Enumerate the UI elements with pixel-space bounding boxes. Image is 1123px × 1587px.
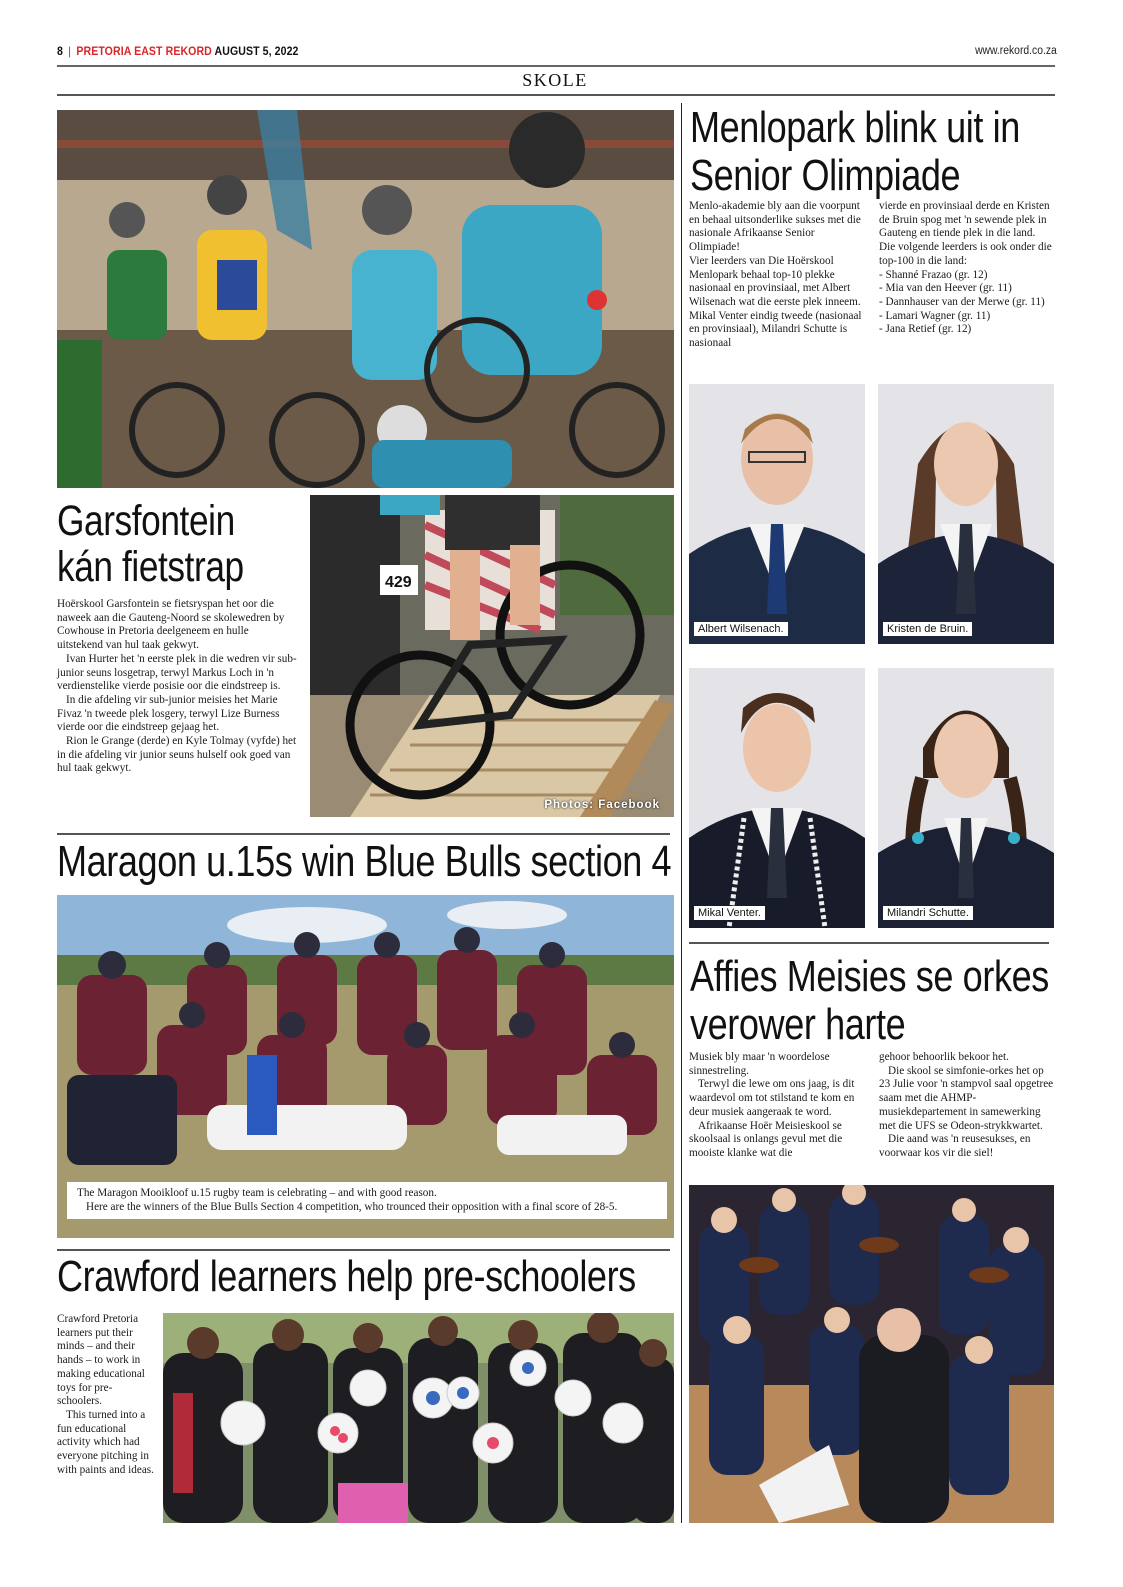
rugby-team-photo xyxy=(57,895,674,1238)
crawford-learners-photo xyxy=(163,1313,674,1523)
headline-line: kán fietstrap xyxy=(57,543,244,592)
issue-date: AUGUST 5, 2022 xyxy=(214,44,299,58)
crawford-body xyxy=(57,1313,157,1477)
article-rule xyxy=(689,942,1049,944)
paragraph: In die afdeling vir sub-junior meisies het Marie Fivaz 'n tweede plek losgery, terwyl Lize Burness vierde oor die eindstreep gejaag het. xyxy=(57,693,280,734)
affies-body-col2 xyxy=(879,1051,1055,1161)
list-item: - Jana Retief (gr. 12) xyxy=(879,323,972,336)
page-number: 8 xyxy=(57,44,63,58)
headline-line: verower harte xyxy=(690,999,906,1049)
ramp-rider-photo xyxy=(310,495,674,817)
headline-line: Senior Olimpiade xyxy=(690,150,961,200)
paragraph: Ivan Hurter het 'n eerste plek in die wedren vir sub-junior seuns losgetrap, terwyl Markus Loch in 'n verdienstelike vierde posisie oor die eindstreep is. xyxy=(57,652,297,693)
menlopark-headline xyxy=(690,104,1020,199)
paragraph: vierde en provinsiaal derde en Kristen de Bruin spog met 'n sewende plek in Gauteng en tiende plek in die land. xyxy=(879,200,1050,240)
crawford-headline: Crawford learners help pre-schoolers xyxy=(57,1252,636,1301)
article-rule xyxy=(57,833,670,835)
menlopark-body-col1 xyxy=(689,200,867,351)
affies-headline xyxy=(690,953,1049,1048)
list-item: - Lamari Wagner (gr. 11) xyxy=(879,309,991,322)
section-title: SKOLE xyxy=(522,70,588,90)
menlopark-body-col2 xyxy=(879,200,1055,337)
paragraph: Hoërskool Garsfontein se fietsryspan het oor die naweek aan die Gauteng-Noord se skolewedren by Cowhouse in Pretoria deelgeneem en hulle uitstekend van hul taak gekwyt. xyxy=(57,598,285,652)
folio xyxy=(57,44,299,58)
paragraph: Rion le Grange (derde) en Kyle Tolmay (vyfde) het in die afdeling vir junior seuns hulself ook goed van hul taak gekwyt. xyxy=(57,735,297,775)
paragraph: Die skool se simfonie-orkes het op 23 Julie voor 'n stampvol saal opgetree saam met die AHMP-musiekdepartement in samewerking met die UFS se Odeon-strykkwartet. xyxy=(879,1064,1054,1132)
paragraph: Menlo-akademie bly aan die voorpunt en behaal uitsonderlike sukses met die nasionale Afrikaanse Senior Olimpiade! xyxy=(689,200,861,254)
cycling-race-photo xyxy=(57,110,674,488)
rugby-caption xyxy=(67,1182,667,1219)
publication-name: PRETORIA EAST REKORD xyxy=(76,44,212,58)
paragraph: This turned into a fun educational activity which had everyone pitching in with paints and ideas. xyxy=(57,1408,154,1476)
portrait-caption: Albert Wilsenach. xyxy=(694,622,788,636)
paragraph: Afrikaanse Hoër Meisieskool se skoolsaal is onlangs gevul met die mooiste klanke wat die xyxy=(689,1119,843,1159)
caption-paragraph: The Maragon Mooikloof u.15 rugby team is celebrating – and with good reason. xyxy=(77,1187,437,1199)
column-divider xyxy=(681,103,682,1523)
list-item: - Shanné Frazao (gr. 12) xyxy=(879,268,988,281)
paragraph: Crawford Pretoria learners put their minds – and their hands – to work in making educational toys for pre-schoolers. xyxy=(57,1313,145,1408)
header-rule xyxy=(57,65,1055,67)
section-rule xyxy=(57,94,1055,96)
paragraph: Die aand was 'n reusesukses, en voorwaar kos vir die siel! xyxy=(879,1133,1031,1159)
photo-credit: Photos: Facebook xyxy=(544,799,660,811)
paragraph: Terwyl die lewe om ons jaag, is dit waardevol om tot stilstand te kom en deur musiek aangeraak te word. xyxy=(689,1078,855,1118)
folio-separator: | xyxy=(68,44,72,58)
portrait-caption: Milandri Schutte. xyxy=(883,906,973,920)
orchestra-photo xyxy=(689,1185,1054,1523)
headline-line: Affies Meisies se orkes xyxy=(690,952,1049,1001)
portrait-mikal-venter xyxy=(689,668,865,928)
portrait-milandri-schutte xyxy=(878,668,1054,928)
list-item: - Dannhauser van der Merwe (gr. 11) xyxy=(879,295,1045,308)
headline-line: Menlopark blink uit in xyxy=(690,103,1020,152)
list-item: - Mia van den Heever (gr. 11) xyxy=(879,282,1012,295)
website-link[interactable]: www.rekord.co.za xyxy=(975,45,1057,57)
garsfontein-headline xyxy=(57,498,244,591)
garsfontein-body xyxy=(57,598,297,776)
maragon-headline: Maragon u.15s win Blue Bulls section 4 xyxy=(57,837,672,886)
paragraph: Musiek bly maar 'n woordelose sinnestreling. xyxy=(689,1051,830,1077)
portrait-caption: Kristen de Bruin. xyxy=(883,622,972,636)
paragraph: Die volgende leerders is ook onder die top-100 in die land: xyxy=(879,241,1052,267)
portrait-caption: Mikal Venter. xyxy=(694,906,765,920)
affies-body-col1 xyxy=(689,1051,865,1161)
article-rule xyxy=(57,1249,670,1251)
paragraph: Mikal Venter eindig tweede (nasionaal en provinsiaal), Milandri Schutte is nasionaal xyxy=(689,309,862,350)
bib-number-text: 429 xyxy=(385,574,412,591)
headline-line: Garsfontein xyxy=(57,497,235,545)
paragraph: Vier leerders van Die Hoërskool Menlopark behaal top-10 plekke nasionaal en provinsiaal, met Albert Wilsenach wat die eerste plek inneem. xyxy=(689,254,861,308)
portrait-kristen-de-bruin xyxy=(878,384,1054,644)
portrait-albert-wilsenach xyxy=(689,384,865,644)
paragraph: gehoor behoorlik bekoor het. xyxy=(879,1051,1009,1063)
caption-paragraph: Here are the winners of the Blue Bulls Section 4 competition, who trounced their opposition with a final score of 28-5. xyxy=(86,1200,618,1213)
